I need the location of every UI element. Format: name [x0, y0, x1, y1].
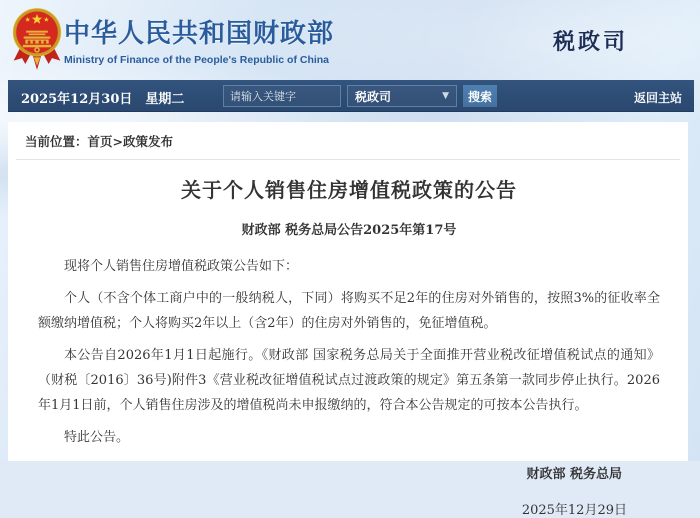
return-home-link[interactable]: 返回主站: [633, 91, 682, 105]
issue-date: 2025年12月29日: [521, 503, 627, 518]
article-title: 关于个人销售住房增值税政策的公告: [181, 178, 517, 202]
document-number: 财政部 税务总局公告2025年第17号: [241, 223, 457, 238]
issuer-signature: 财政部 税务总局: [526, 467, 622, 482]
paragraph: 现将个人销售住房增值税政策公告如下：: [64, 259, 299, 274]
breadcrumb: [8, 122, 688, 150]
site-brand: [64, 13, 334, 66]
site-subtitle: Ministry of Finance of the People's Republic of China: [64, 54, 330, 66]
national-emblem-icon: [12, 7, 62, 71]
paragraph: 本公告自2026年1月1日起施行。《财政部 国家税务总局关于全面推开营业税改征增值税试点的通知》（财税〔2016〕36号)附件3《营业税改征增值税试点过渡政策的规定》第五条第一款同步停止执行。2026年1月1日前，个人销售住房涉及的增值税尚未申报缴纳的，符合本公告规定的可按本公告执行。: [38, 348, 660, 413]
search-scope-value: 税政司: [355, 89, 392, 104]
site-title: 中华人民共和国财政部: [64, 18, 335, 48]
breadcrumb-path[interactable]: 首页>政策发布: [87, 134, 173, 149]
chevron-down-icon: ▼: [442, 90, 449, 101]
current-date: 2025年12月30日 星期二: [21, 92, 185, 107]
announcement-article: [8, 160, 688, 518]
breadcrumb-label: 当前位置：: [25, 134, 88, 149]
site-header: [0, 0, 700, 80]
search-input[interactable]: [223, 85, 341, 107]
department-name: 税政司: [553, 29, 629, 55]
article-body: [38, 254, 660, 450]
content-panel: [8, 122, 688, 518]
navbar: [8, 80, 694, 112]
search-scope-select[interactable]: [347, 85, 457, 107]
search-button[interactable]: 搜索: [463, 85, 497, 107]
paragraph: 个人（不含个体工商户中的一般纳税人，下同）将购买不足2年的住房对外销售的，按照3%的征收率全额缴纳增值税；个人将购买2年以上（含2年）的住房对外销售的，免征增值税。: [38, 291, 660, 331]
paragraph: 特此公告。: [64, 430, 130, 445]
